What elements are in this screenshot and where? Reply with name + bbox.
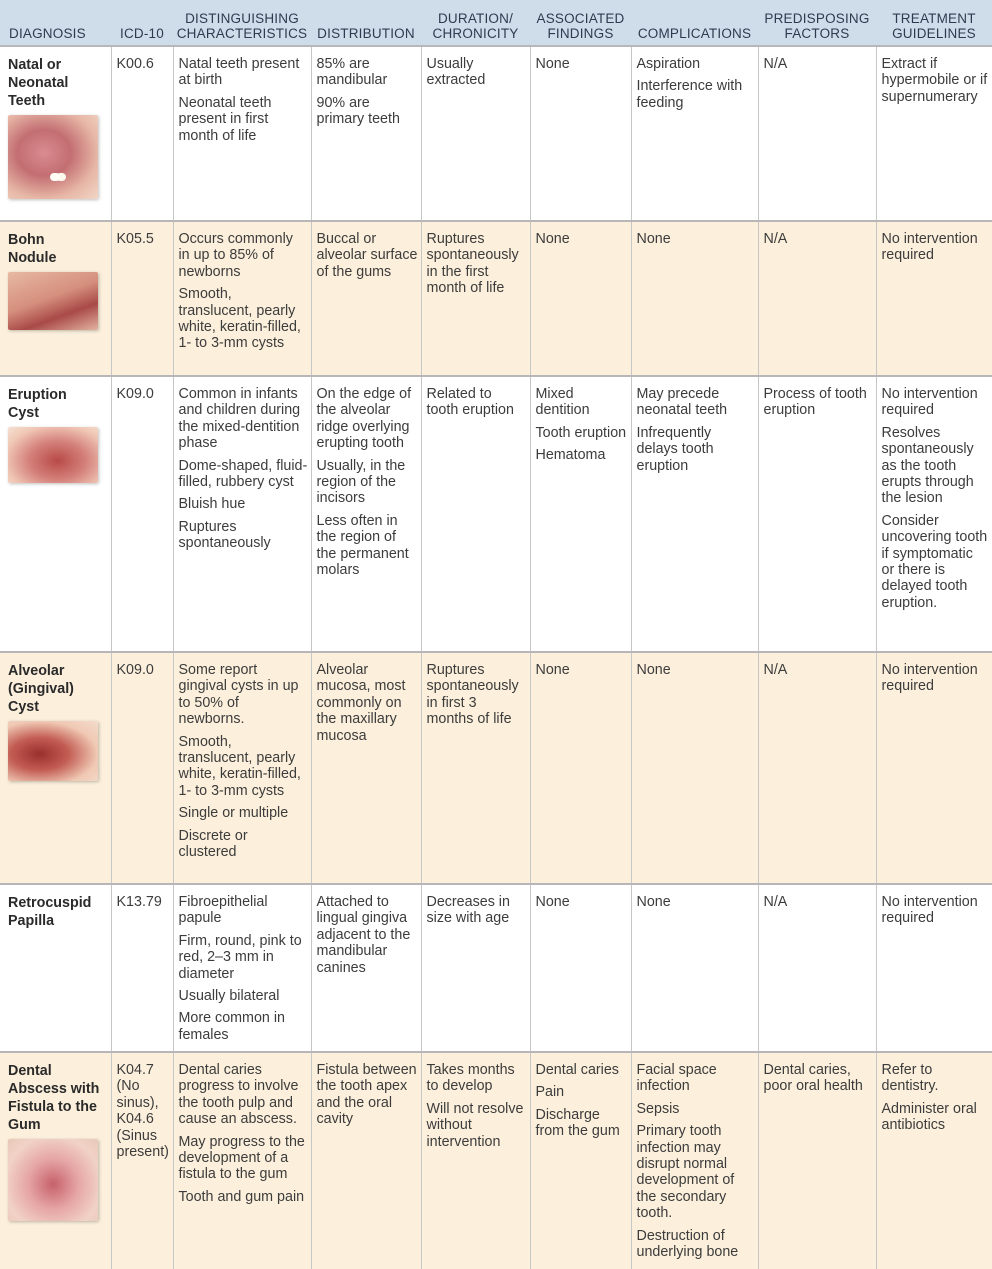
characteristic-item: Dental caries progress to involve the tooth pulp and cause an abscess. — [178, 1062, 299, 1128]
header-diagnosis: DIAGNOSIS — [0, 0, 111, 46]
complication-item: Facial space infection — [636, 1062, 717, 1095]
findings-cell — [530, 46, 631, 221]
duration-cell — [421, 221, 530, 376]
duration-cell — [421, 376, 530, 652]
findings-cell — [530, 376, 631, 652]
findings-cell — [530, 1052, 631, 1269]
diagnosis-cell — [0, 221, 111, 376]
complication-item: Primary tooth infection may disrupt normal development of the secondary tooth. — [636, 1123, 735, 1222]
complications-cell — [631, 221, 758, 376]
complication-item: Destruction of underlying bone — [636, 1227, 739, 1261]
characteristic-item: Discrete or clustered — [178, 827, 248, 861]
characteristics-cell — [173, 221, 311, 376]
treatment-item: Refer to dentistry. — [881, 1062, 939, 1095]
clinical-photo — [8, 1139, 98, 1221]
complication-item: None — [636, 894, 671, 910]
characteristic-item: Smooth, translucent, pearly white, keratin-filled, 1- to 3-mm cysts — [178, 286, 301, 352]
header-row — [0, 0, 992, 46]
distribution-cell — [311, 884, 421, 1052]
treatment-item: No intervention required — [881, 231, 978, 264]
characteristic-item: Usually bilateral — [178, 988, 280, 1005]
treatment-cell — [876, 1052, 992, 1269]
factors-cell — [758, 1052, 876, 1269]
complication-item: Aspiration — [636, 56, 701, 72]
table-row — [0, 376, 992, 652]
characteristic-item: Single or multiple — [178, 805, 289, 822]
factors-cell — [758, 46, 876, 221]
factors-cell — [758, 376, 876, 652]
characteristic-item: May progress to the development of a fistula to the gum — [178, 1133, 305, 1183]
header-predisposing-factors: PREDISPOSING FACTORS — [758, 0, 876, 46]
distribution-item: Less often in the region of the permanent molars — [316, 512, 409, 579]
table-row — [0, 46, 992, 221]
finding-item: Mixed dentition — [535, 386, 590, 419]
complications-cell — [631, 46, 758, 221]
complications-cell — [631, 376, 758, 652]
complication-item: Interference with feeding — [636, 78, 743, 111]
icd-cell: K09.0 — [111, 652, 173, 884]
treatment-cell — [876, 221, 992, 376]
finding-item: None — [535, 231, 570, 247]
header-distribution: DISTRIBUTION — [311, 0, 421, 46]
characteristics-cell — [173, 46, 311, 221]
icd-cell: K00.6 — [111, 46, 173, 221]
distribution-item: Usually, in the region of the incisors — [316, 457, 406, 507]
characteristic-item: Firm, round, pink to red, 2–3 mm in diameter — [178, 932, 302, 982]
clinical-photo — [8, 721, 98, 781]
header-icd10: ICD-10 — [111, 0, 173, 46]
characteristic-item: Natal teeth present at birth — [178, 56, 300, 89]
characteristics-cell — [173, 1052, 311, 1269]
factors-cell — [758, 221, 876, 376]
distribution-cell — [311, 376, 421, 652]
diagnosis-name: Eruption Cyst — [8, 387, 67, 421]
icd-cell: K09.0 — [111, 376, 173, 652]
duration-cell — [421, 46, 530, 221]
diagnosis-cell — [0, 46, 111, 221]
diagnosis-name: Dental Abscess with Fistula to the Gum — [8, 1063, 100, 1133]
distribution-cell — [311, 652, 421, 884]
distribution-item: Buccal or alveolar surface of the gums — [316, 231, 418, 280]
duration-cell — [421, 884, 530, 1052]
header-duration: DURATION/ CHRONICITY — [421, 0, 530, 46]
findings-cell — [530, 652, 631, 884]
characteristic-item: Common in infants and children during the mixed-dentition phase — [178, 386, 301, 452]
complications-cell — [631, 884, 758, 1052]
findings-cell — [530, 884, 631, 1052]
treatment-item: No intervention required — [881, 894, 978, 927]
duration-item: Will not resolve without intervention — [426, 1100, 524, 1150]
distribution-item: On the edge of the alveolar ridge overlying erupting tooth — [316, 386, 412, 452]
complication-item: May precede neonatal teeth — [636, 386, 728, 419]
characteristic-item: Dome-shaped, fluid-filled, rubbery cyst — [178, 457, 308, 491]
table-row — [0, 1052, 992, 1269]
treatment-cell — [876, 376, 992, 652]
complications-cell — [631, 1052, 758, 1269]
characteristics-cell — [173, 884, 311, 1052]
complication-item: None — [636, 231, 671, 247]
header-associated-findings: ASSOCIATED FINDINGS — [530, 0, 631, 46]
distribution-cell — [311, 46, 421, 221]
finding-item: Tooth eruption — [535, 424, 627, 441]
characteristics-cell — [173, 376, 311, 652]
treatment-item: Consider uncovering tooth if symptomatic or there is delayed tooth eruption. — [881, 512, 988, 611]
characteristic-item: More common in females — [178, 1010, 285, 1043]
characteristics-cell — [173, 652, 311, 884]
treatment-cell — [876, 652, 992, 884]
diagnosis-name: Alveolar (Gingival) Cyst — [8, 663, 74, 715]
distribution-item: Fistula between the tooth apex and the oral cavity — [316, 1062, 417, 1128]
table-row — [0, 884, 992, 1052]
treatment-item: No intervention required — [881, 386, 978, 419]
finding-item: None — [535, 56, 570, 72]
distribution-item: 85% are mandibular — [316, 56, 388, 89]
diagnosis-name: Retrocuspid Papilla — [8, 895, 92, 929]
characteristic-item: Bluish hue — [178, 496, 246, 513]
characteristic-item: Ruptures spontaneously — [178, 518, 271, 552]
factor-item: N/A — [763, 231, 788, 247]
header-characteristics: DISTINGUISHING CHARACTERISTICS — [173, 0, 311, 46]
icd-cell: K04.7 (No sinus), K04.6 (Sinus present) — [111, 1052, 173, 1269]
treatment-item: Administer oral antibiotics — [881, 1100, 977, 1134]
treatment-item: Extract if hypermobile or if supernumerary — [881, 56, 988, 105]
finding-item: Hematoma — [535, 447, 606, 464]
complication-item: Infrequently delays tooth eruption — [636, 424, 714, 474]
duration-item: Takes months to develop — [426, 1062, 515, 1095]
distribution-item: 90% are primary teeth — [316, 94, 400, 128]
distribution-item: Attached to lingual gingiva adjacent to the mandibular canines — [316, 894, 411, 976]
complications-cell — [631, 652, 758, 884]
distribution-cell — [311, 221, 421, 376]
icd-cell: K13.79 — [111, 884, 173, 1052]
duration-item: Decreases in size with age — [426, 894, 510, 927]
icd-cell: K05.5 — [111, 221, 173, 376]
clinical-photo — [8, 272, 98, 330]
duration-item: Ruptures spontaneously in the first month of life — [426, 231, 519, 297]
diagnosis-cell — [0, 652, 111, 884]
finding-item: Pain — [535, 1084, 565, 1101]
duration-cell — [421, 652, 530, 884]
characteristic-item: Smooth, translucent, pearly white, keratin-filled, 1- to 3-mm cysts — [178, 733, 301, 799]
duration-item: Ruptures spontaneously in first 3 months of life — [426, 662, 519, 728]
diagnosis-cell — [0, 376, 111, 652]
complication-item: None — [636, 662, 671, 678]
findings-cell — [530, 221, 631, 376]
distribution-cell — [311, 1052, 421, 1269]
treatment-item: Resolves spontaneously as the tooth erupts through the lesion — [881, 424, 974, 507]
header-complications: COMPLICATIONS — [631, 0, 758, 46]
finding-item: None — [535, 662, 570, 678]
treatment-cell — [876, 884, 992, 1052]
finding-item: None — [535, 894, 570, 910]
diagnosis-name: Natal or Neonatal Teeth — [8, 57, 69, 109]
duration-cell — [421, 1052, 530, 1269]
table-row — [0, 652, 992, 884]
complication-item: Sepsis — [636, 1100, 680, 1117]
diagnosis-name: Bohn Nodule — [8, 232, 57, 266]
factor-item: N/A — [763, 56, 788, 72]
distribution-item: Alveolar mucosa, most commonly on the maxillary mucosa — [316, 662, 406, 744]
diagnosis-cell — [0, 884, 111, 1052]
treatment-item: No intervention required — [881, 662, 978, 695]
clinical-photo — [8, 427, 98, 483]
factor-item: N/A — [763, 894, 788, 910]
factor-item: Dental caries, poor oral health — [763, 1062, 863, 1095]
finding-item: Discharge from the gum — [535, 1106, 620, 1140]
clinical-photo — [8, 115, 98, 199]
factors-cell — [758, 652, 876, 884]
characteristic-item: Some report gingival cysts in up to 50% of newborns. — [178, 662, 299, 728]
factor-item: N/A — [763, 662, 788, 678]
characteristic-item: Tooth and gum pain — [178, 1188, 305, 1205]
finding-item: Dental caries — [535, 1062, 619, 1078]
diagnosis-cell — [0, 1052, 111, 1269]
characteristic-item: Fibroepithelial papule — [178, 894, 268, 927]
treatment-cell — [876, 46, 992, 221]
duration-item: Usually extracted — [426, 56, 486, 89]
characteristic-item: Neonatal teeth present in first month of life — [178, 94, 272, 144]
duration-item: Related to tooth eruption — [426, 386, 514, 419]
factor-item: Process of tooth eruption — [763, 386, 867, 419]
table-row — [0, 221, 992, 376]
header-treatment: TREATMENT GUIDELINES — [876, 0, 992, 46]
characteristic-item: Occurs commonly in up to 85% of newborns — [178, 231, 293, 280]
factors-cell — [758, 884, 876, 1052]
